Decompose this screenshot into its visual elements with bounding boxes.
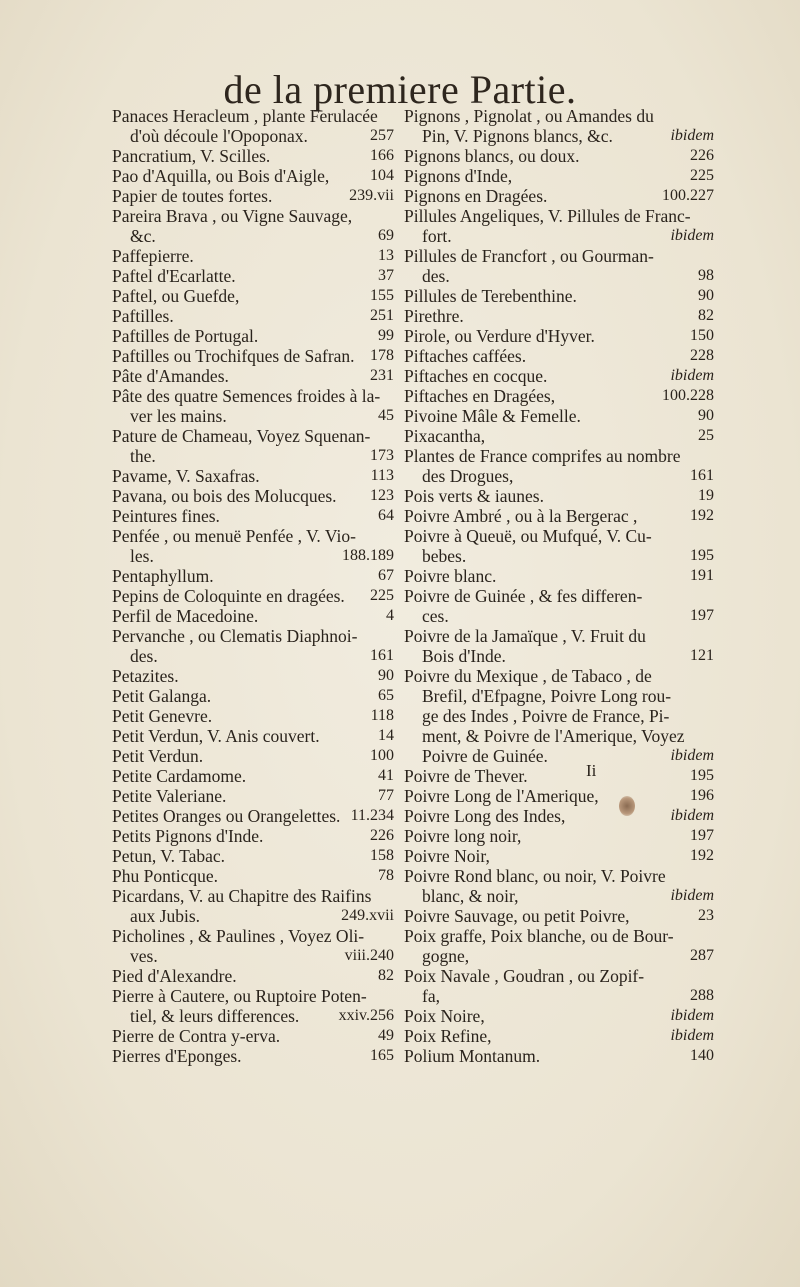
entry-term: Petun, V. Tabac. <box>112 846 226 866</box>
entry-continuation: ver les mains. <box>130 406 227 426</box>
page-reference: 67 <box>378 567 394 584</box>
page-reference: 231 <box>370 367 394 384</box>
entry-term: Pao d'Aquilla, ou Bois d'Aigle, <box>112 166 330 186</box>
index-column-right <box>404 106 714 1066</box>
page-reference: 226 <box>690 147 714 164</box>
index-entry <box>112 346 394 366</box>
entry-term: Poivre de Guinée , & fes differen- <box>404 586 643 606</box>
page-reference: 197 <box>690 607 714 624</box>
entry-continuation: les. <box>130 546 154 566</box>
index-entry <box>404 326 714 346</box>
index-entry <box>112 726 394 746</box>
page-reference: 257 <box>370 127 394 144</box>
index-entry <box>112 246 394 266</box>
page-reference: 251 <box>370 307 394 324</box>
entry-term: Pignons en Dragées. <box>404 186 548 206</box>
page-reference: 98 <box>698 267 714 284</box>
entry-term: Poivre Rond blanc, ou noir, V. Poivre <box>404 866 666 886</box>
page-reference: 140 <box>690 1047 714 1064</box>
entry-term: Poivre blanc. <box>404 566 497 586</box>
entry-term: Penfée , ou menuë Penfée , V. Vio- <box>112 526 356 546</box>
entry-continuation: gogne, <box>422 946 470 966</box>
entry-continuation: d'où découle l'Opoponax. <box>130 126 308 146</box>
index-entry <box>404 186 714 206</box>
entry-term: Pignons , Pignolat , ou Amandes du <box>404 106 654 126</box>
page-reference: xxiv.256 <box>338 1007 394 1024</box>
page-reference: 249.xvii <box>341 907 394 924</box>
page-reference: 155 <box>370 287 394 304</box>
page-reference: 100.228 <box>662 387 714 404</box>
index-entry <box>112 506 394 526</box>
page-reference: 165 <box>370 1047 394 1064</box>
entry-continuation: Bois d'Inde. <box>422 646 506 666</box>
index-entry <box>112 306 394 326</box>
page-reference: ibidem <box>670 127 714 144</box>
index-entry <box>112 566 394 586</box>
page-reference: 161 <box>370 647 394 664</box>
page-reference: 118 <box>370 707 394 724</box>
page-reference: 25 <box>698 427 714 444</box>
entry-continuation: ge des Indes , Poivre de France, Pi- <box>422 706 670 726</box>
page-reference: 123 <box>370 487 394 504</box>
index-entry <box>112 166 394 186</box>
index-entry <box>404 766 714 786</box>
index-entry <box>404 1046 714 1066</box>
page-reference: 158 <box>370 847 394 864</box>
index-entry <box>112 986 394 1026</box>
entry-term: Panaces Heracleum , plante Ferulacée <box>112 106 378 126</box>
index-entry <box>404 306 714 326</box>
page-reference: 239.vii <box>349 187 394 204</box>
entry-term: Pavana, ou bois des Molucques. <box>112 486 337 506</box>
entry-term: Petazites. <box>112 666 179 686</box>
page-reference: 288 <box>690 987 714 1004</box>
entry-term: Poix Navale , Goudran , ou Zopif- <box>404 966 645 986</box>
index-entry <box>112 106 394 146</box>
page-reference: ibidem <box>670 747 714 764</box>
page-reference: 90 <box>698 407 714 424</box>
entry-continuation: des. <box>130 646 158 666</box>
page-reference: ibidem <box>670 1007 714 1024</box>
index-entry <box>404 626 714 666</box>
entry-term: Petite Cardamome. <box>112 766 247 786</box>
entry-term: Poivre long noir, <box>404 826 522 846</box>
entry-term: Poivre de Thever. <box>404 766 528 786</box>
entry-term: Petites Oranges ou Orangelettes. <box>112 806 341 826</box>
index-entry <box>112 866 394 886</box>
page-reference: 41 <box>378 767 394 784</box>
entry-continuation: des Drogues, <box>422 466 514 486</box>
page-reference: ibidem <box>670 367 714 384</box>
index-entry <box>112 926 394 966</box>
index-entry <box>112 806 394 826</box>
entry-term: Pillules de Terebenthine. <box>404 286 577 306</box>
page-reference: 161 <box>690 467 714 484</box>
entry-term: Pillules de Francfort , ou Gourman- <box>404 246 654 266</box>
index-entry <box>404 786 714 806</box>
entry-term: Poivre du Mexique , de Tabaco , de <box>404 666 652 686</box>
index-entry <box>112 606 394 626</box>
page-reference: 100.227 <box>662 187 714 204</box>
entry-term: Poivre Long des Indes, <box>404 806 566 826</box>
entry-term: Pierre de Contra y-erva. <box>112 1026 281 1046</box>
page-reference: 90 <box>698 287 714 304</box>
entry-continuation: ves. <box>130 946 158 966</box>
entry-term: Poivre à Queuë, ou Mufqué, V. Cu- <box>404 526 652 546</box>
page-reference: 226 <box>370 827 394 844</box>
page-reference: 69 <box>378 227 394 244</box>
page-reference: 196 <box>690 787 714 804</box>
page-reference: ibidem <box>670 1027 714 1044</box>
entry-term: Pâte d'Amandes. <box>112 366 229 386</box>
index-entry <box>112 526 394 566</box>
entry-term: Peintures fines. <box>112 506 220 526</box>
entry-term: Poix graffe, Poix blanche, ou de Bour- <box>404 926 674 946</box>
index-entry <box>404 146 714 166</box>
entry-term: Poivre Sauvage, ou petit Poivre, <box>404 906 630 926</box>
index-entry <box>404 286 714 306</box>
index-entry <box>404 206 714 246</box>
entry-term: Picholines , & Paulines , Voyez Oli- <box>112 926 365 946</box>
page-reference: viii.240 <box>344 947 394 964</box>
index-entry <box>404 406 714 426</box>
page-reference: 113 <box>370 467 394 484</box>
entry-term: Petit Galanga. <box>112 686 212 706</box>
entry-term: Papier de toutes fortes. <box>112 186 273 206</box>
entry-term: Polium Montanum. <box>404 1046 541 1066</box>
page-reference: 78 <box>378 867 394 884</box>
index-entry <box>112 826 394 846</box>
index-entry <box>112 146 394 166</box>
entry-continuation: fort. <box>422 226 452 246</box>
entry-term: Pavame, V. Saxafras. <box>112 466 260 486</box>
page-reference: 100 <box>370 747 394 764</box>
entry-continuation: aux Jubis. <box>130 906 200 926</box>
page-reference: 64 <box>378 507 394 524</box>
page-reference: 14 <box>378 727 394 744</box>
index-entry <box>404 166 714 186</box>
index-entry <box>404 906 714 926</box>
index-entry <box>404 486 714 506</box>
signature-mark: Ii <box>586 761 597 780</box>
entry-term: Poivre Noir, <box>404 846 490 866</box>
page-reference: 77 <box>378 787 394 804</box>
page-reference: 173 <box>370 447 394 464</box>
index-entry <box>112 666 394 686</box>
entry-continuation: Poivre de Guinée. <box>422 746 548 766</box>
page-reference: 287 <box>690 947 714 964</box>
index-entry <box>112 426 394 466</box>
entry-term: Petite Valeriane. <box>112 786 227 806</box>
index-entry <box>112 366 394 386</box>
index-entry <box>404 866 714 906</box>
page-reference: ibidem <box>670 227 714 244</box>
entry-term: Paftilles. <box>112 306 174 326</box>
index-entry <box>404 806 714 826</box>
index-entry <box>112 466 394 486</box>
page-reference: 197 <box>690 827 714 844</box>
index-entry <box>404 846 714 866</box>
entry-term: Pignons blancs, ou doux. <box>404 146 580 166</box>
entry-continuation: des. <box>422 266 450 286</box>
entry-term: Pierres d'Eponges. <box>112 1046 242 1066</box>
page-reference: 90 <box>378 667 394 684</box>
entry-term: Pillules Angeliques, V. Pillules de Franc- <box>404 206 691 226</box>
index-entry <box>112 706 394 726</box>
entry-term: Pignons d'Inde, <box>404 166 513 186</box>
index-entry <box>404 106 714 146</box>
index-entry <box>112 886 394 926</box>
entry-term: Perfil de Macedoine. <box>112 606 259 626</box>
page-reference: 195 <box>690 767 714 784</box>
entry-term: Pepins de Coloquinte en dragées. <box>112 586 345 606</box>
entry-continuation: tiel, & leurs differences. <box>130 1006 300 1026</box>
page-reference: 49 <box>378 1027 394 1044</box>
page-reference: 121 <box>690 647 714 664</box>
entry-term: Petits Pignons d'Inde. <box>112 826 264 846</box>
entry-term: Pirole, ou Verdure d'Hyver. <box>404 326 595 346</box>
entry-term: Paftilles ou Trochifques de Safran. <box>112 346 355 366</box>
entry-continuation: the. <box>130 446 156 466</box>
entry-term: Piftaches en cocque. <box>404 366 548 386</box>
index-entry <box>404 666 714 766</box>
entry-term: Paftel, ou Guefde, <box>112 286 240 306</box>
index-entry <box>112 186 394 206</box>
entry-term: Petit Verdun. <box>112 746 204 766</box>
index-entry <box>112 286 394 306</box>
index-entry <box>404 506 714 526</box>
index-entry <box>404 426 714 446</box>
entry-continuation: Pin, V. Pignons blancs, &c. <box>422 126 613 146</box>
page-reference: 23 <box>698 907 714 924</box>
page-reference: 195 <box>690 547 714 564</box>
page-reference: 188.189 <box>342 547 394 564</box>
page-reference: 225 <box>690 167 714 184</box>
page-reference: 13 <box>378 247 394 264</box>
index-entry <box>112 486 394 506</box>
index-entry <box>112 686 394 706</box>
index-entry <box>112 586 394 606</box>
ink-stain <box>619 796 635 816</box>
index-entry <box>404 566 714 586</box>
index-entry <box>404 446 714 486</box>
entry-term: Plantes de France comprifes au nombre <box>404 446 681 466</box>
index-entry <box>404 526 714 566</box>
entry-term: Poix Noire, <box>404 1006 485 1026</box>
page-reference: 11.234 <box>350 807 394 824</box>
entry-term: Piftaches caffées. <box>404 346 527 366</box>
entry-term: Pois verts & iaunes. <box>404 486 544 506</box>
index-entry <box>112 386 394 426</box>
index-entry <box>404 966 714 1006</box>
entry-term: Pirethre. <box>404 306 464 326</box>
entry-term: Poix Refine, <box>404 1026 492 1046</box>
index-entry <box>404 1006 714 1026</box>
entry-term: Paftel d'Ecarlatte. <box>112 266 236 286</box>
entry-term: Pature de Chameau, Voyez Squenan- <box>112 426 371 446</box>
index-entry <box>404 366 714 386</box>
entry-term: Paftilles de Portugal. <box>112 326 259 346</box>
page-reference: 65 <box>378 687 394 704</box>
entry-term: Poivre de la Jamaïque , V. Fruit du <box>404 626 646 646</box>
entry-continuation: &c. <box>130 226 156 246</box>
index-entry <box>112 766 394 786</box>
index-entry <box>112 206 394 246</box>
index-entry <box>404 926 714 966</box>
entry-term: Piftaches en Dragées, <box>404 386 556 406</box>
page-reference: 225 <box>370 587 394 604</box>
entry-term: Pancratium, V. Scilles. <box>112 146 271 166</box>
page-reference: 191 <box>690 567 714 584</box>
entry-continuation: ces. <box>422 606 449 626</box>
index-entry <box>112 1026 394 1046</box>
index-entry <box>404 386 714 406</box>
index-entry <box>404 246 714 286</box>
page-header: de la premiere Partie. <box>223 67 577 112</box>
page-reference: 192 <box>690 507 714 524</box>
page-reference: 228 <box>690 347 714 364</box>
index-column-left <box>112 106 394 1066</box>
entry-continuation: ment, & Poivre de l'Amerique, Voyez <box>422 726 685 746</box>
index-entry <box>112 846 394 866</box>
entry-continuation: fa, <box>422 986 440 1006</box>
page-reference: 4 <box>386 607 394 624</box>
index-entry <box>404 1026 714 1046</box>
page-reference: 104 <box>370 167 394 184</box>
entry-term: Phu Ponticque. <box>112 866 218 886</box>
index-entry <box>112 786 394 806</box>
entry-term: Pervanche , ou Clematis Diaphnoi- <box>112 626 358 646</box>
entry-term: Pentaphyllum. <box>112 566 214 586</box>
entry-continuation: bebes. <box>422 546 467 566</box>
entry-term: Poivre Long de l'Amerique, <box>404 786 599 806</box>
entry-term: Picardans, V. au Chapitre des Raifins <box>112 886 372 906</box>
page-reference: 37 <box>378 267 394 284</box>
index-entry <box>112 1046 394 1066</box>
page-reference: 192 <box>690 847 714 864</box>
entry-term: Pareira Brava , ou Vigne Sauvage, <box>112 206 353 226</box>
page-reference: 82 <box>378 967 394 984</box>
index-entry <box>112 326 394 346</box>
entry-term: Pied d'Alexandre. <box>112 966 237 986</box>
index-entry <box>112 746 394 766</box>
entry-term: Pâte des quatre Semences froides à la- <box>112 386 381 406</box>
page-reference: 82 <box>698 307 714 324</box>
entry-term: Paffepierre. <box>112 246 194 266</box>
index-entry <box>404 586 714 626</box>
page-reference: 178 <box>370 347 394 364</box>
entry-term: Pierre à Cautere, ou Ruptoire Poten- <box>112 986 367 1006</box>
entry-term: Petit Verdun, V. Anis couvert. <box>112 726 320 746</box>
page-reference: ibidem <box>670 887 714 904</box>
entry-term: Petit Genevre. <box>112 706 213 726</box>
entry-continuation: Brefil, d'Efpagne, Poivre Long rou- <box>422 686 672 706</box>
page-reference: 45 <box>378 407 394 424</box>
page-reference: 19 <box>698 487 714 504</box>
page-reference: 166 <box>370 147 394 164</box>
index-entry <box>112 626 394 666</box>
index-entry <box>112 266 394 286</box>
entry-term: Pivoine Mâle & Femelle. <box>404 406 581 426</box>
page-reference: 150 <box>690 327 714 344</box>
index-entry <box>404 826 714 846</box>
entry-continuation: blanc, & noir, <box>422 886 519 906</box>
index-entry <box>404 346 714 366</box>
page-reference: 99 <box>378 327 394 344</box>
entry-term: Pixacantha, <box>404 426 486 446</box>
page-reference: ibidem <box>670 807 714 824</box>
index-entry <box>112 966 394 986</box>
entry-term: Poivre Ambré , ou à la Bergerac , <box>404 506 638 526</box>
